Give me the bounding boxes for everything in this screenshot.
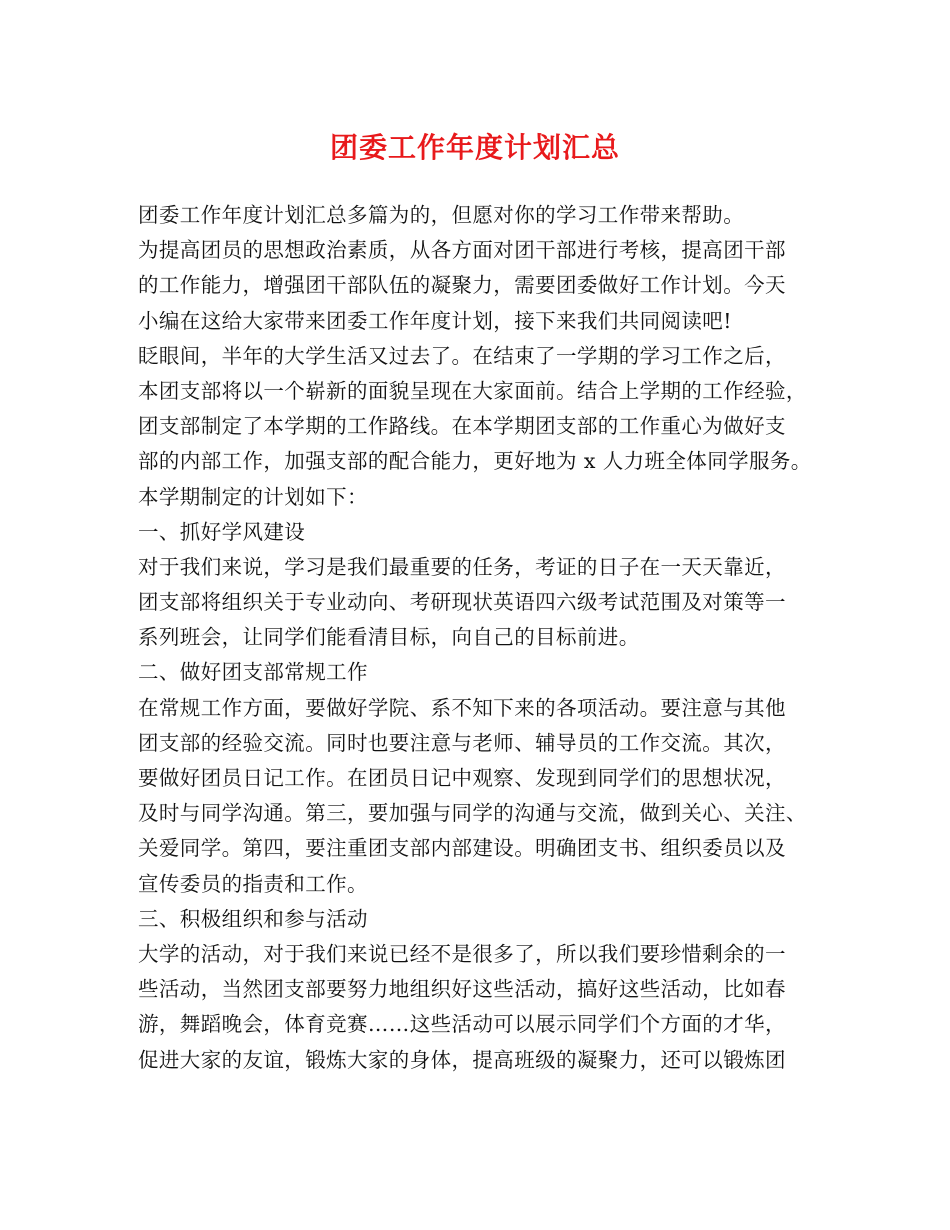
body-line: 游，舞蹈晚会，体育竞赛……这些活动可以展示同学们个方面的才华， [138,1012,786,1037]
body-line: 本团支部将以一个崭新的面貌呈现在大家面前。结合上学期的工作经验， [138,378,807,403]
body-line: 大学的活动，对于我们来说已经不是很多了，所以我们要珍惜剩余的一 [138,941,786,966]
section-heading: 二、做好团支部常规工作 [138,660,368,685]
body-line: 关爱同学。第四，要注重团支部内部建设。明确团支书、组织委员以及 [138,836,786,861]
body-line: 在常规工作方面，要做好学院、系不知下来的各项活动。要注意与其他 [138,695,786,720]
body-line: 要做好团员日记工作。在团员日记中观察、发现到同学们的思想状况， [138,766,786,790]
body-line: 团委工作年度计划汇总多篇为的，但愿对你的学习工作带来帮助。 [138,203,745,227]
body-line: 宣传委员的指责和工作。 [138,871,368,896]
body-line: 对于我们来说，学习是我们最重要的任务，考证的日子在一天天靠近， [138,554,786,579]
section-heading: 一、抓好学风建设 [138,519,306,544]
body-line: 促进大家的友谊，锻炼大家的身体，提高班级的凝聚力，还可以锻炼团 [138,1047,786,1072]
body-line: 及时与同学沟通。第三，要加强与同学的沟通与交流，做到关心、关注、 [138,801,807,826]
body-line: 本学期制定的计划如下： [138,484,368,509]
body-line: 团支部将组织关于专业动向、考研现状英语四六级考试范围及对策等一 [138,590,786,615]
body-line: 小编在这给大家带来团委工作年度计划，接下来我们共同阅读吧! [138,308,732,333]
body-line: 部的内部工作，加强支部的配合能力，更好地为 x 人力班全体同学服务。 [138,449,812,474]
body-line: 些活动，当然团支部要努力地组织好这些活动，搞好这些活动，比如春 [138,977,786,1002]
body-line: 团支部制定了本学期的工作路线。在本学期团支部的工作重心为做好支 [138,414,786,439]
body-line: 团支部的经验交流。同时也要注意与老师、辅导员的工作交流。其次， [138,730,786,755]
document-title: 团委工作年度计划汇总 [329,131,620,164]
body-line: 为提高团员的思想政治素质，从各方面对团干部进行考核，提高团干部 [138,238,786,263]
body-line: 系列班会，让同学们能看清目标，向自己的目标前进。 [138,625,640,650]
document-body [138,198,828,1078]
section-heading: 三、积极组织和参与活动 [138,906,368,931]
body-line: 的工作能力，增强团干部队伍的凝聚力，需要团委做好工作计划。今天 [138,273,786,298]
body-line: 眨眼间，半年的大学生活又过去了。在结束了一学期的学习工作之后， [138,343,786,368]
